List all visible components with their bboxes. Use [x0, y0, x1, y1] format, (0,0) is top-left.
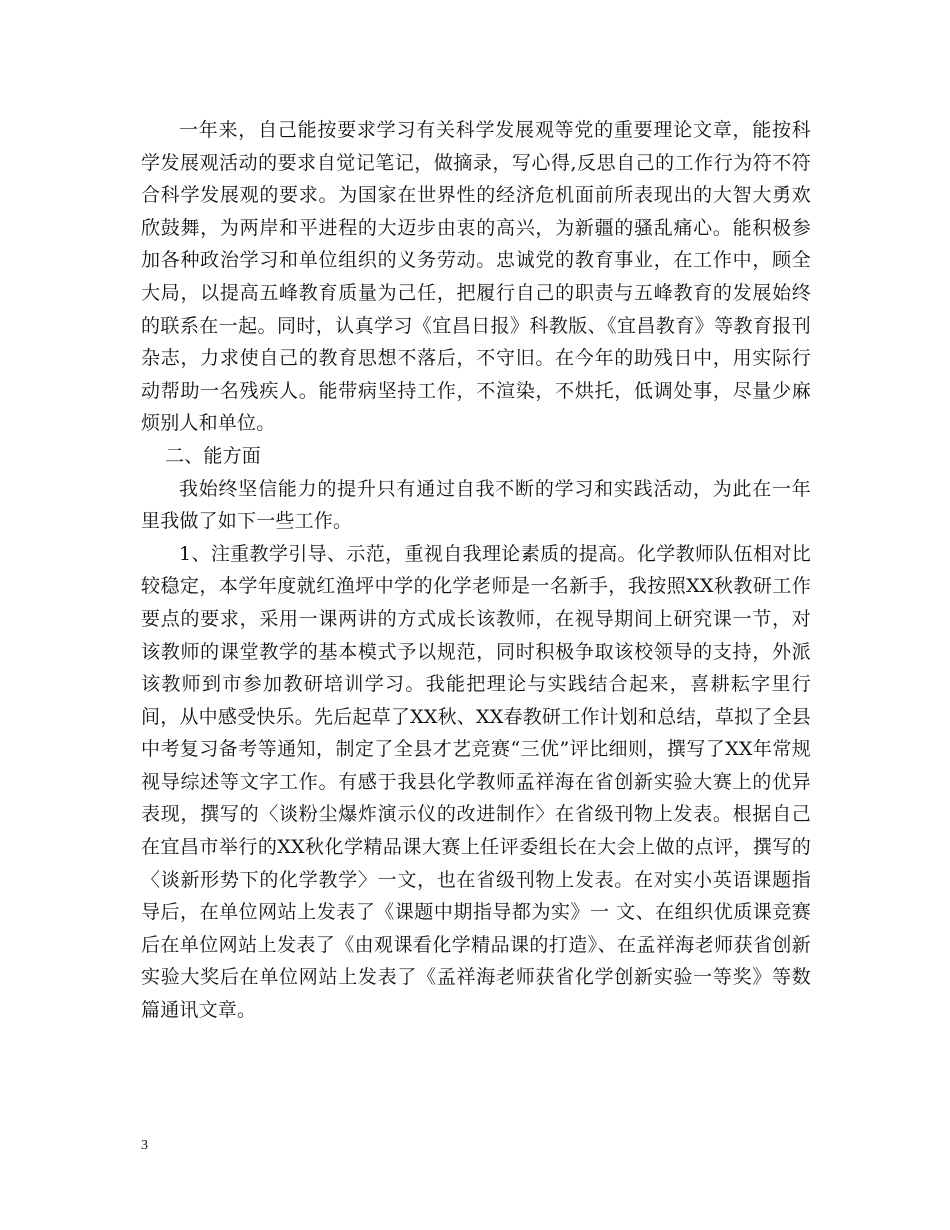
paragraph-political-study: 一年来，自己能按要求学习有关科学发展观等党的重要理论文章，能按科学发展观活动的要求自觉记笔记，做摘录，写心得,反思自己的工作行为符不符合科学发展观的要求。为国家在世界性的经济危机面前所表现出的大智大勇欢欣鼓舞，为两岸和平进程的大迈步由衷的高兴，为新疆的骚乱痛心。能积极参加各种政治学习和单位组织的义务劳动。忠诚党的教育事业，在工作中，顾全大局，以提高五峰教育质量为己任，把履行自己的职责与五峰教育的发展始终的联系在一起。同时，认真学习《宜昌日报》科教版、《宜昌教育》等教育报刊杂志，力求使自己的教育思想不落后，不守旧。在今年的助残日中，用实际行动帮助一名残疾人。能带病坚持工作，不渲染，不烘托，低调处事，尽量少麻烦别人和单位。 — [141, 119, 811, 435]
document-body — [141, 114, 811, 1027]
paragraph-ability-intro: 我始终坚信能力的提升只有通过自我不断的学习和实践活动，为此在一年里我做了如下一些工作。 — [141, 477, 811, 533]
section-heading-ability: 二、能方面 — [165, 444, 262, 467]
page-number: 3 — [141, 1138, 148, 1153]
paragraph-teaching-guidance: 1、注重教学引导、示范，重视自我理论素质的提高。化学教师队伍相对比较稳定，本学年度就红渔坪中学的化学老师是一名新手，我按照XX秋教研工作要点的要求，采用一课两讲的方式成长该教师，在视导期间上研究课一节，对该教师的课堂教学的基本模式予以规范，同时积极争取该校领导的支持，外派该教师到市参加教研培训学习。我能把理论与实践结合起来，喜耕耘字里行间，从中感受快乐。先后起草了XX秋、XX春教研工作计划和总结，草拟了全县中考复习备考等通知，制定了全县才艺竞赛“三优”评比细则，撰写了XX年常规视导综述等文字工作。有感于我县化学教师孟祥海在省创新实验大赛上的优异表现，撰写的〈谈粉尘爆炸演示仪的改进制作〉在省级刊物上发表。根据自己在宜昌市举行的XX秋化学精品课大赛上任评委组长在大会上做的点评，撰写的〈谈新形势下的化学教学〉一文，也在省级刊物上发表。在对实小英语课题指导后，在单位网站上发表了《课题中期指导都为实》一 文、在组织优质课竞赛后在单位网站上发表了《由观课看化学精品课的打造》、在孟祥海老师获省创新实验大奖后在单位网站上发表了《孟祥海老师获省化学创新实验一等奖》等数篇通讯文章。 — [141, 542, 811, 1022]
